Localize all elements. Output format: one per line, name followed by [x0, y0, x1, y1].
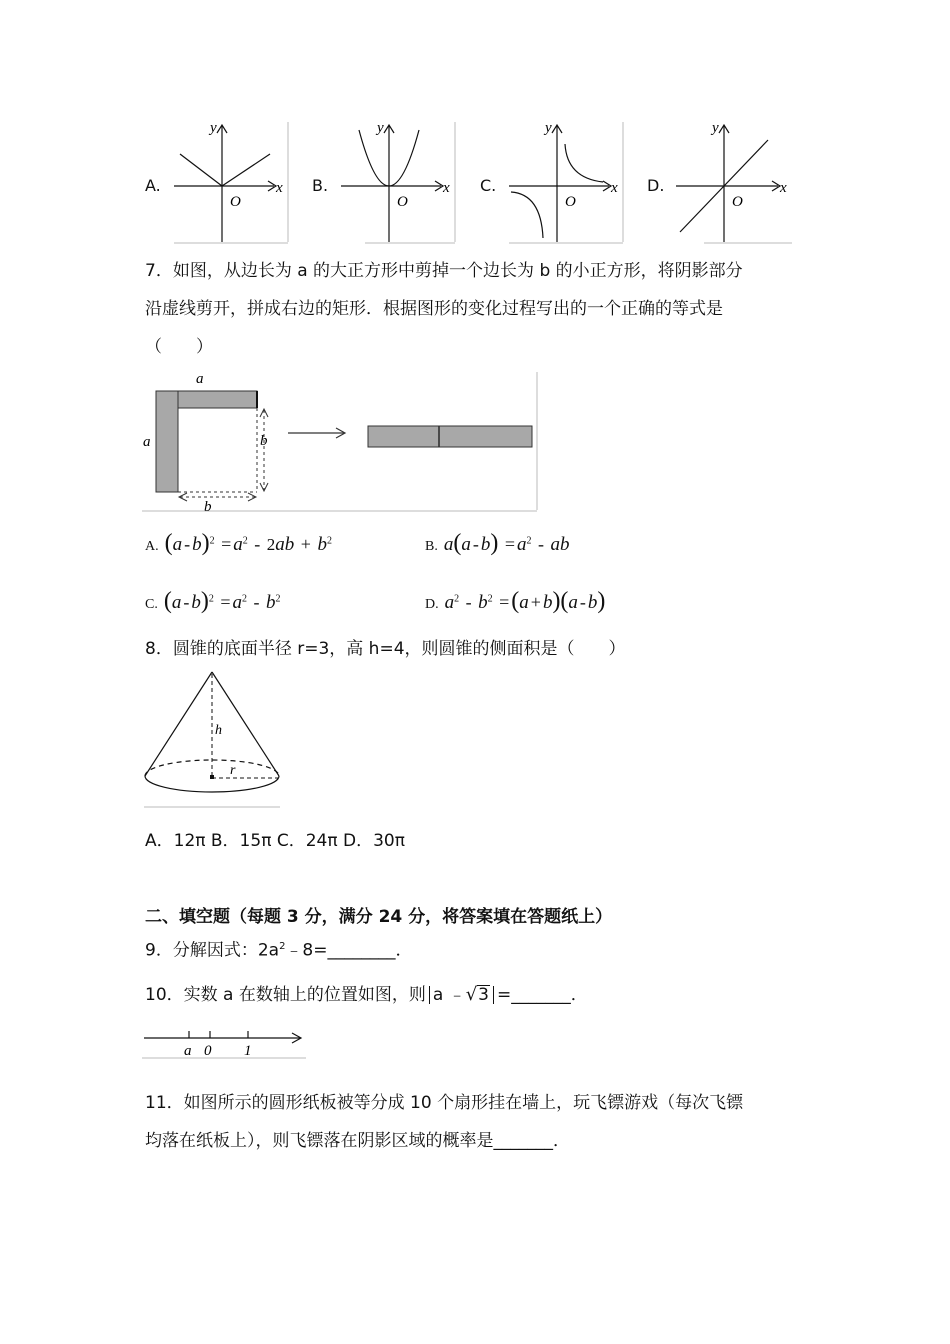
q8-text: 8．圆锥的底面半径 r=3，高 h=4，则圆锥的侧面积是（ ） — [145, 639, 626, 659]
option-b-label: B. — [425, 539, 438, 554]
axis-x-label: x — [443, 180, 450, 196]
graph-line — [672, 118, 794, 246]
axis-1-label: 1 — [244, 1043, 252, 1059]
axis-y-label: y — [545, 120, 552, 136]
axis-x-label: x — [780, 180, 787, 196]
q11-line1: 11．如图所示的圆形纸板被等分成 10 个扇形挂在墙上，玩飞镖游戏（每次飞镖 — [145, 1093, 744, 1113]
axis-y-label: y — [210, 120, 217, 136]
graph-hyperbola — [505, 118, 625, 246]
axis-x-label: x — [276, 180, 283, 196]
origin-label: O — [230, 194, 241, 210]
axis-x-label: x — [611, 180, 618, 196]
q7-figure — [140, 370, 540, 515]
cone-figure — [140, 666, 285, 811]
number-line — [140, 1026, 310, 1062]
axis-y-label: y — [377, 120, 384, 136]
q7-line1: 7．如图，从边长为 a 的大正方形中剪掉一个边长为 b 的小正方形，将阴影部分 — [145, 261, 743, 281]
q9-text: 9．分解因式：$2a^2﹣8=\_\_\_\_\_\_\_\_$． — [145, 940, 413, 961]
option-d-label: D. — [647, 176, 665, 195]
fig-a-left-label: a — [143, 434, 151, 450]
option-a-label: A. — [145, 539, 159, 554]
q10-text: 10．实数 a 在数轴上的位置如图，则 a ﹣√3 =_______． — [145, 984, 588, 1005]
origin-label: O — [397, 194, 408, 210]
q7-option-a: A. $(a - b)^2 = a^2 - 2ab + b^2$ — [145, 530, 332, 556]
q7-line2: 沿虚线剪开，拼成右边的矩形．根据图形的变化过程写出的一个正确的等式是 — [145, 299, 723, 319]
q11-line2: 均落在纸板上），则飞镖落在阴影区域的概率是_______． — [145, 1131, 570, 1151]
option-c-label: C. — [145, 597, 158, 612]
q7-option-b: B. $a(a - b) = a^2$ - ab — [425, 530, 570, 556]
fig-a-top-label: a — [196, 371, 204, 387]
graph-abs-value — [170, 118, 290, 246]
option-c-label: C. — [480, 176, 497, 195]
origin-label: O — [565, 194, 576, 210]
cone-h-label: h — [215, 723, 222, 738]
axis-y-label: y — [712, 120, 719, 136]
q7-option-c: C. $(a - b)^2 = a^2 - b^2$ — [145, 588, 281, 614]
section-2-title: 二、填空题（每题 3 分，满分 24 分，将答案填在答题纸上） — [145, 907, 613, 927]
axis-0-label: 0 — [204, 1043, 212, 1059]
q7-paren: （ ） — [145, 337, 213, 357]
origin-label: O — [732, 194, 743, 210]
option-d-label: D. — [425, 597, 439, 612]
option-a-label: A. — [145, 176, 161, 195]
graph-parabola — [337, 118, 457, 246]
option-b-label: B. — [312, 176, 329, 195]
fig-b-bottom-label: b — [204, 499, 212, 515]
q8-options: A．12π B．15π C．24π D．30π — [145, 831, 405, 851]
fig-b-right-label: b — [260, 433, 268, 449]
q7-option-d: D. $a^2 - b^2 =(a + b)(a - b)$ — [425, 588, 606, 614]
cone-r-label: r — [230, 763, 236, 778]
axis-a-label: a — [184, 1043, 192, 1059]
